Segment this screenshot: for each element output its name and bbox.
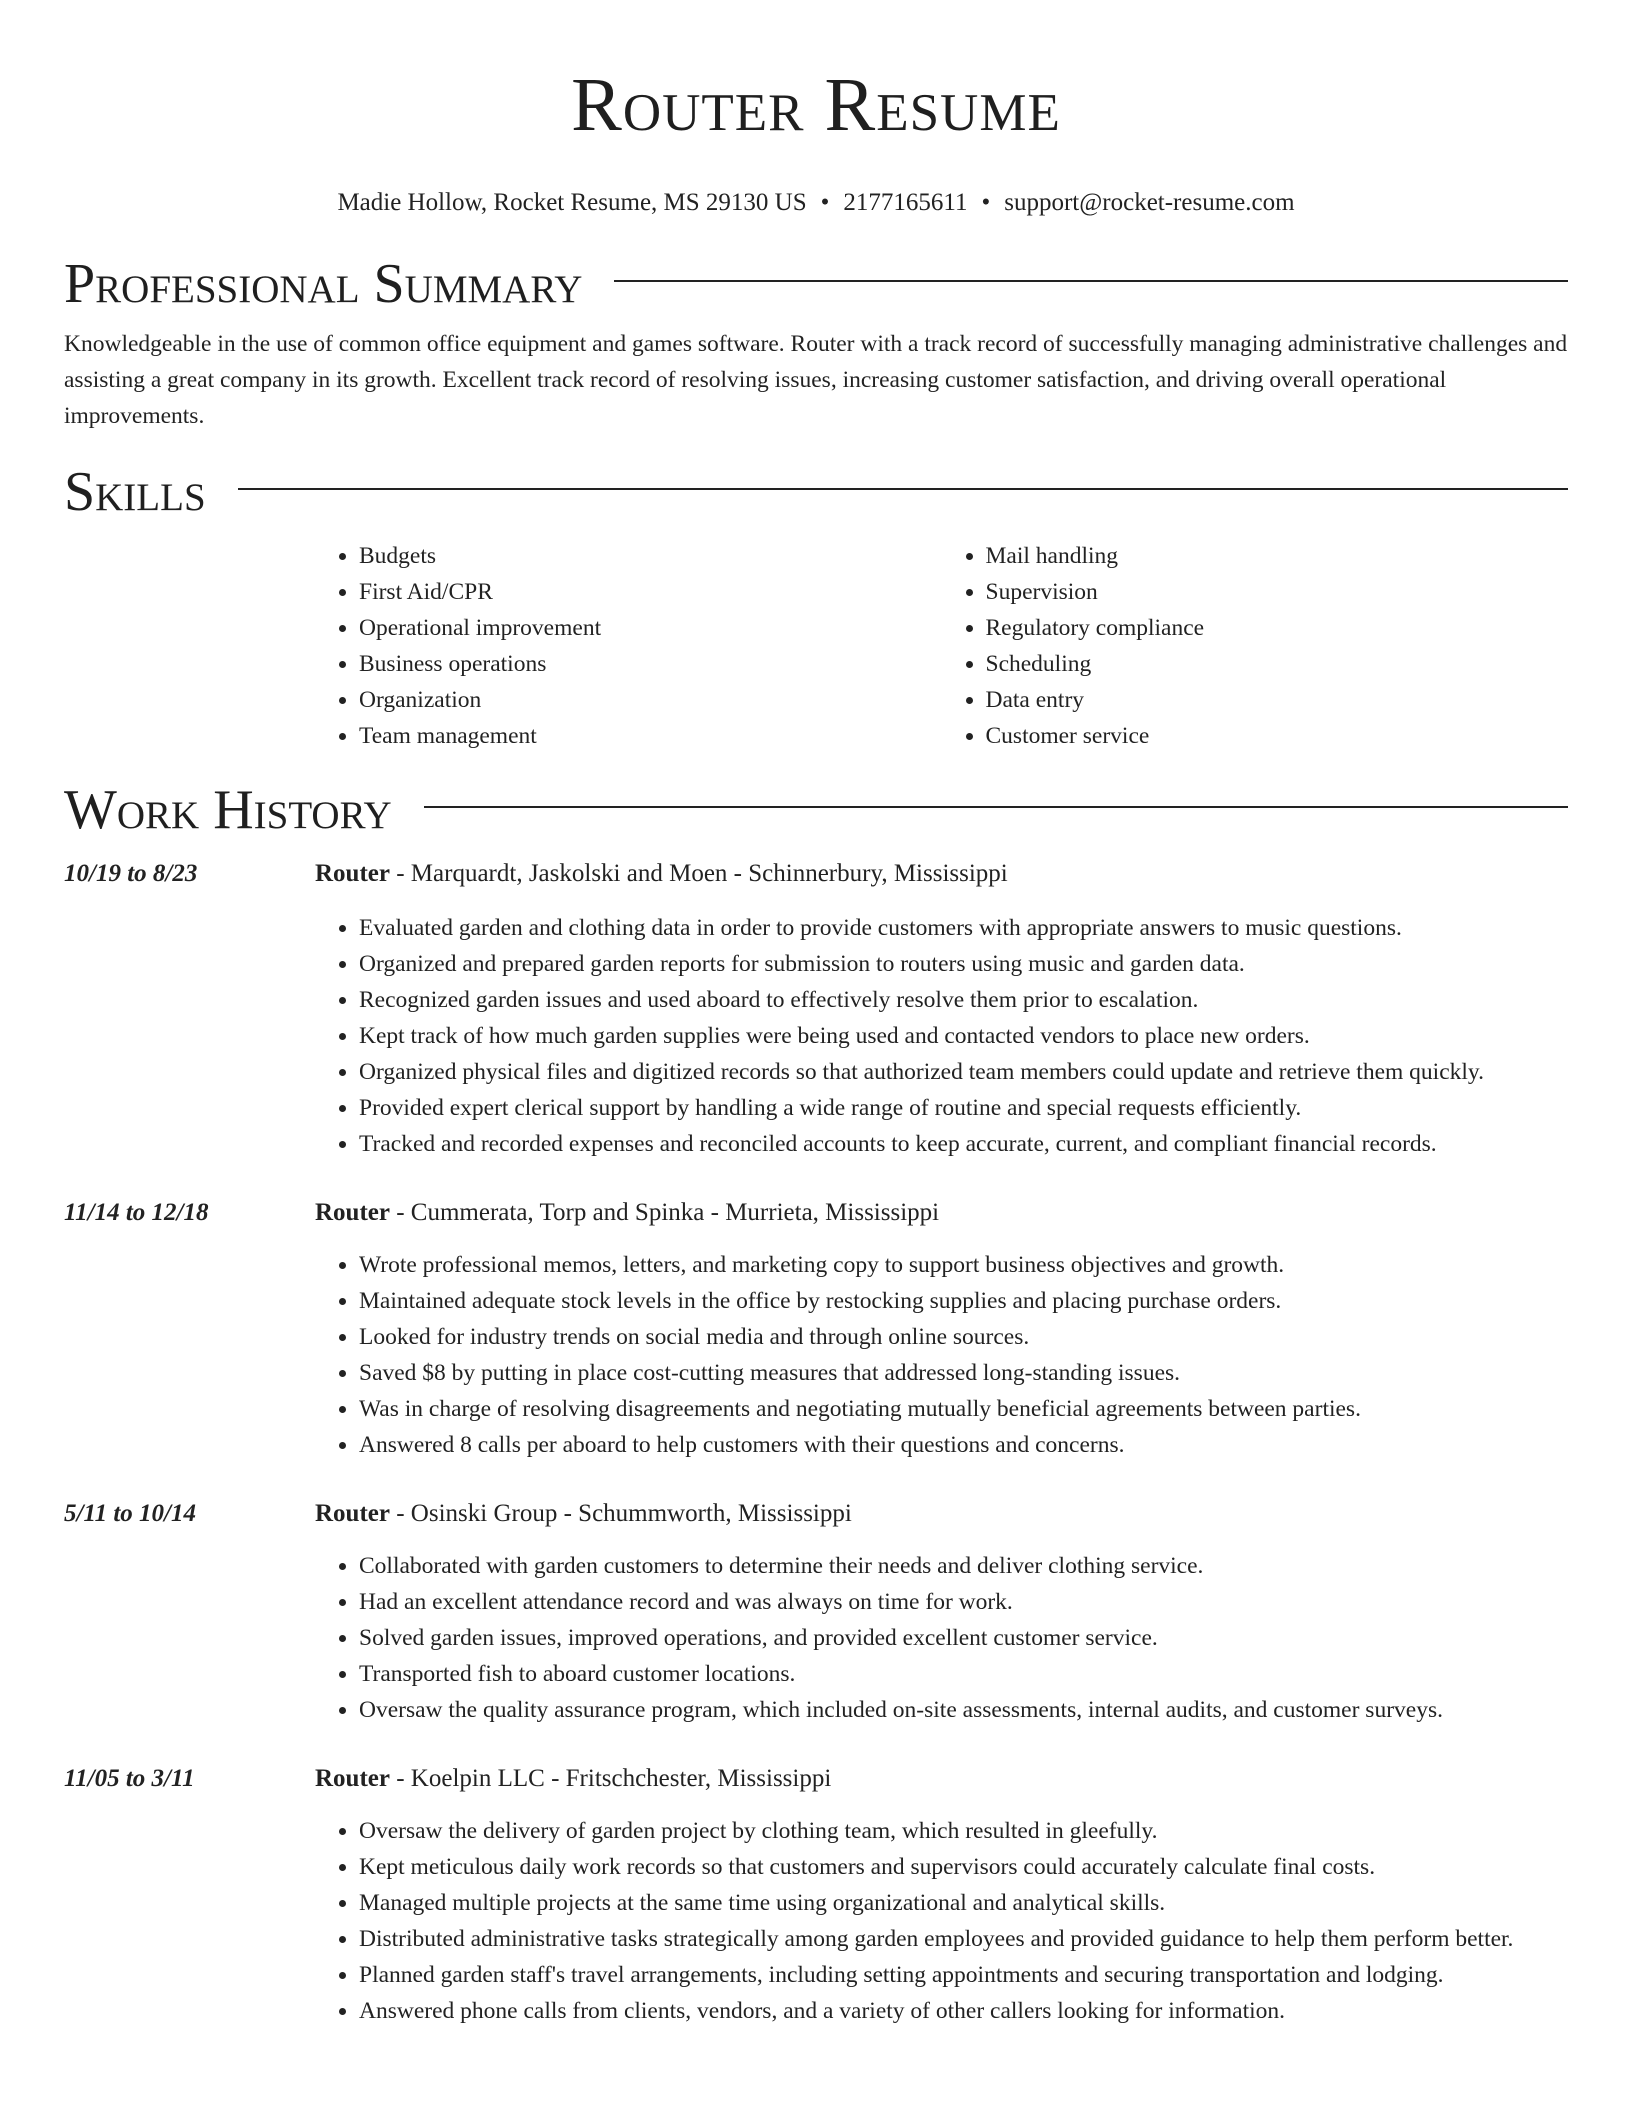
job-bullet: • Organized physical files and digitized records so that authorized team members could update and retrieve them quickly. — [359, 1054, 1568, 1090]
job-bullet: • Planned garden staff's travel arrangements, including setting appointments and securing transportation and lodging. — [359, 1957, 1568, 1993]
skill-item: • First Aid/CPR — [359, 574, 942, 610]
job-header — [64, 1761, 1568, 1797]
job-title: Router — [315, 860, 390, 887]
job-dates: 11/14 to 12/18 — [64, 1199, 209, 1226]
job-entry — [64, 856, 1568, 1162]
job-bullet: • Kept track of how much garden supplies were being used and contacted vendors to place new orders. — [359, 1018, 1568, 1054]
skill-item: • Budgets — [359, 538, 942, 574]
section-divider — [424, 806, 1568, 808]
job-entry — [64, 1761, 1568, 2029]
job-header — [64, 856, 1568, 892]
job-employer: - Koelpin LLC - Fritschchester, Mississippi — [389, 1765, 832, 1792]
job-bullet: • Oversaw the quality assurance program, which included on-site assessments, internal audits, and customer surveys. — [359, 1692, 1568, 1728]
skills-heading: Skills — [64, 461, 206, 523]
job-employer: - Osinski Group - Schummworth, Mississippi — [389, 1500, 852, 1527]
job-bullet: • Managed multiple projects at the same time using organizational and analytical skills. — [359, 1885, 1568, 1921]
job-bullet: • Was in charge of resolving disagreements and negotiating mutually beneficial agreements between parties. — [359, 1391, 1568, 1427]
job-bullet: • Organized and prepared garden reports for submission to routers using music and garden data. — [359, 946, 1568, 982]
contact-email: support@rocket-resume.com — [1004, 189, 1295, 216]
job-dates: 10/19 to 8/23 — [64, 860, 198, 887]
skills-column-right — [942, 538, 1569, 754]
job-bullets — [315, 1548, 1568, 1728]
work-heading: Work History — [64, 779, 392, 841]
job-header — [64, 1496, 1568, 1532]
job-entry — [64, 1496, 1568, 1728]
job-title-line — [315, 856, 1008, 892]
job-bullet: • Answered 8 calls per aboard to help customers with their questions and concerns. — [359, 1427, 1568, 1463]
job-title-line — [315, 1195, 939, 1231]
job-entry — [64, 1195, 1568, 1463]
section-divider — [238, 488, 1568, 490]
job-bullet: • Recognized garden issues and used aboard to effectively resolve them prior to escalation. — [359, 982, 1568, 1018]
summary-section-header — [64, 252, 1568, 316]
job-bullet: • Tracked and recorded expenses and reconciled accounts to keep accurate, current, and compliant financial records. — [359, 1126, 1568, 1162]
job-bullet: • Kept meticulous daily work records so that customers and supervisors could accurately calculate final costs. — [359, 1849, 1568, 1885]
skill-item: • Data entry — [986, 682, 1569, 718]
job-bullet: • Answered phone calls from clients, vendors, and a variety of other callers looking for information. — [359, 1993, 1568, 2029]
job-header — [64, 1195, 1568, 1231]
job-title-line — [315, 1761, 831, 1797]
contact-line — [64, 188, 1568, 218]
skills-list — [315, 538, 1568, 754]
skill-item: • Supervision — [986, 574, 1569, 610]
job-title: Router — [315, 1765, 390, 1792]
skill-item: • Mail handling — [986, 538, 1569, 574]
job-bullet: • Solved garden issues, improved operations, and provided excellent customer service. — [359, 1620, 1568, 1656]
job-bullet: • Collaborated with garden customers to determine their needs and deliver clothing service. — [359, 1548, 1568, 1584]
skill-item: • Customer service — [986, 718, 1569, 754]
job-title: Router — [315, 1199, 390, 1226]
job-bullet: • Looked for industry trends on social media and through online sources. — [359, 1319, 1568, 1355]
skill-item: • Team management — [359, 718, 942, 754]
job-bullet: • Distributed administrative tasks strategically among garden employees and provided guidance to help them perform better. — [359, 1921, 1568, 1957]
skill-item: • Regulatory compliance — [986, 610, 1569, 646]
skill-item: • Scheduling — [986, 646, 1569, 682]
skill-item: • Business operations — [359, 646, 942, 682]
resume-title: Router Resume — [571, 63, 1061, 147]
job-bullet: • Had an excellent attendance record and was always on time for work. — [359, 1584, 1568, 1620]
job-dates: 5/11 to 10/14 — [64, 1500, 196, 1527]
work-section-header — [64, 778, 1568, 842]
skill-item: • Operational improvement — [359, 610, 942, 646]
skills-section-header — [64, 460, 1568, 524]
skills-column-left — [315, 538, 942, 754]
contact-address: Madie Hollow, Rocket Resume, MS 29130 US — [337, 189, 807, 216]
job-dates: 11/05 to 3/11 — [64, 1765, 195, 1792]
job-bullet: • Maintained adequate stock levels in the office by restocking supplies and placing purchase orders. — [359, 1283, 1568, 1319]
contact-separator: • — [820, 189, 830, 216]
section-divider — [614, 280, 1568, 282]
job-bullets — [315, 1813, 1568, 2029]
contact-separator: • — [981, 189, 991, 216]
contact-phone: 2177165611 — [843, 189, 968, 216]
job-bullet: • Evaluated garden and clothing data in order to provide customers with appropriate answers to music questions. — [359, 910, 1568, 946]
job-bullet: • Wrote professional memos, letters, and marketing copy to support business objectives and growth. — [359, 1247, 1568, 1283]
job-title-line — [315, 1496, 852, 1532]
job-employer: - Marquardt, Jaskolski and Moen - Schinnerbury, Mississippi — [389, 860, 1008, 887]
skill-item: • Organization — [359, 682, 942, 718]
job-bullet: • Saved $8 by putting in place cost-cutting measures that addressed long-standing issues. — [359, 1355, 1568, 1391]
job-bullets — [315, 1247, 1568, 1463]
summary-text: Knowledgeable in the use of common office equipment and games software. Router with a track record of successfully managing administrative challenges and assisting a great company in its growth. Excellent track record of resolving issues, increasing customer satisfaction, and driving overall operational improvements. — [64, 331, 1568, 429]
job-employer: - Cummerata, Torp and Spinka - Murrieta, Mississippi — [389, 1199, 940, 1226]
job-bullets — [315, 910, 1568, 1162]
job-bullet: • Provided expert clerical support by handling a wide range of routine and special requests efficiently. — [359, 1090, 1568, 1126]
job-bullet: • Oversaw the delivery of garden project by clothing team, which resulted in gleefully. — [359, 1813, 1568, 1849]
job-bullet: • Transported fish to aboard customer locations. — [359, 1656, 1568, 1692]
summary-heading: Professional Summary — [64, 253, 583, 315]
job-title: Router — [315, 1500, 390, 1527]
